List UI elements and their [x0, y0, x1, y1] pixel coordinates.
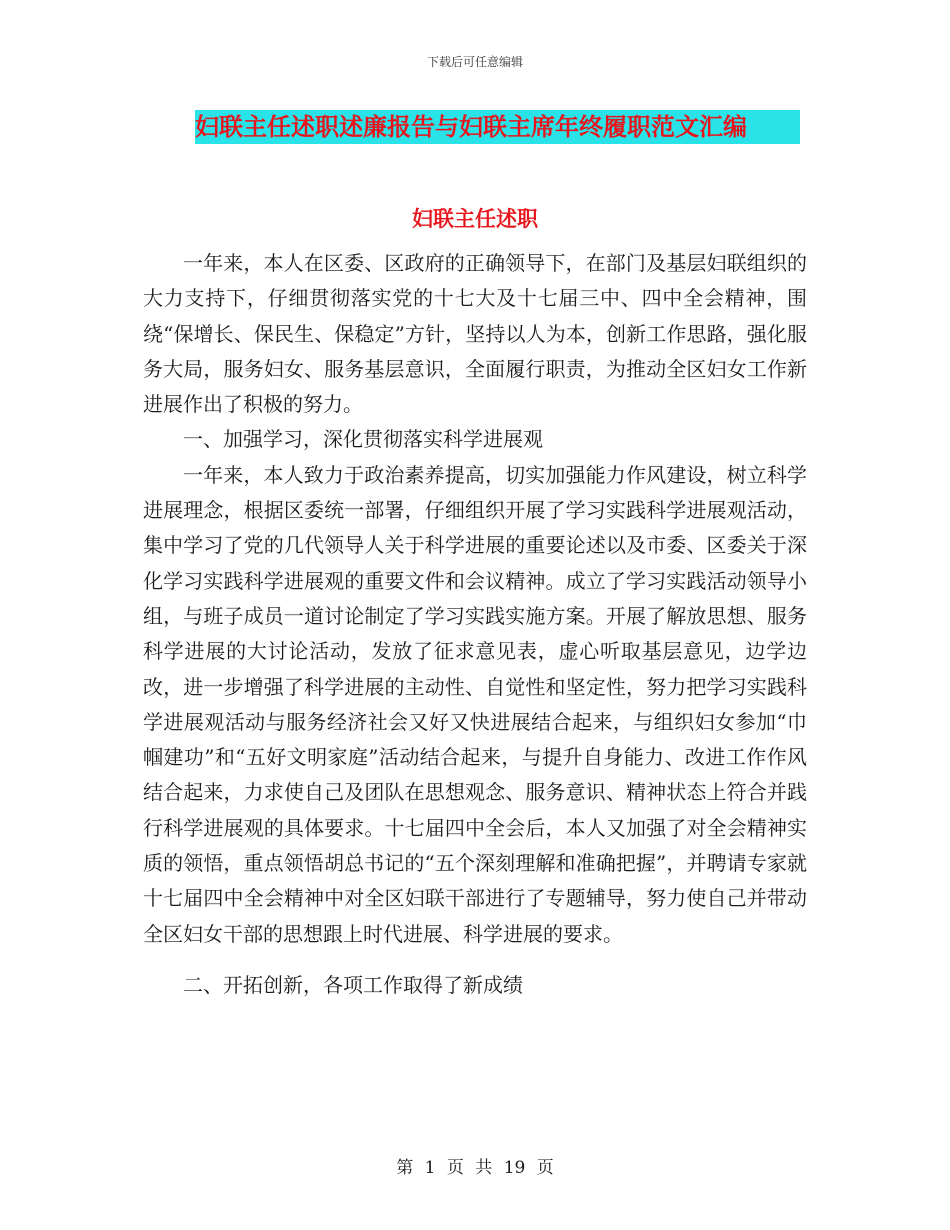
- body-paragraph: 一年来，本人在区委、区政府的正确领导下，在部门及基层妇联组织的大力支持下，仔细贯彻落实党的十七大及十七届三中、四中全会精神，围绕“保增长、保民生、保稳定”方针，坚持以人为本，创新工作思路，强化服务大局，服务妇女、服务基层意识，全面履行职责，为推动全区妇女工作新进展作出了积极的努力。: [143, 251, 807, 417]
- body-paragraph: 一年来，本人致力于政治素养提高，切实加强能力作风建设，树立科学进展理念，根据区委统一部署，仔细组织开展了学习实践科学进展观活动，集中学习了党的几代领导人关于科学进展的重要论述以及市委、区委关于深化学习实践科学进展观的重要文件和会议精神。成立了学习实践活动领导小组，与班子成员一道讨论制定了学习实践实施方案。开展了解放思想、服务科学进展的大讨论活动，发放了征求意见表，虚心听取基层意见，边学边改，进一步增强了科学进展的主动性、自觉性和坚定性，努力把学习实践科学进展观活动与服务经济社会又好又快进展结合起来，与组织妇女参加“巾帼建功”和“五好文明家庭”活动结合起来，与提升自身能力、改进工作作风结合起来，力求使自己及团队在思想观念、服务意识、精神状态上符合并践行科学进展观的具体要求。十七届四中全会后，本人又加强了对全会精神实质的领悟，重点领悟胡总书记的“五个深刻理解和准确把握”，并聘请专家就十七届四中全会精神中对全区妇联干部进行了专题辅导，努力使自己并带动全区妇女干部的思想跟上时代进展、科学进展的要求。: [143, 462, 807, 946]
- page-footer: 第 1 页 共 19 页: [396, 1158, 554, 1178]
- header-note: 下载后可任意编辑: [426, 55, 523, 69]
- section-heading: 二、开拓创新，各项工作取得了新成绩: [183, 972, 523, 997]
- document-body: [143, 246, 807, 1003]
- section-title: 妇联主任述职: [412, 206, 538, 231]
- section-heading: 一、加强学习，深化贯彻落实科学进展观: [183, 427, 543, 452]
- document-title: 妇联主任述职述廉报告与妇联主席年终履职范文汇编: [195, 110, 800, 144]
